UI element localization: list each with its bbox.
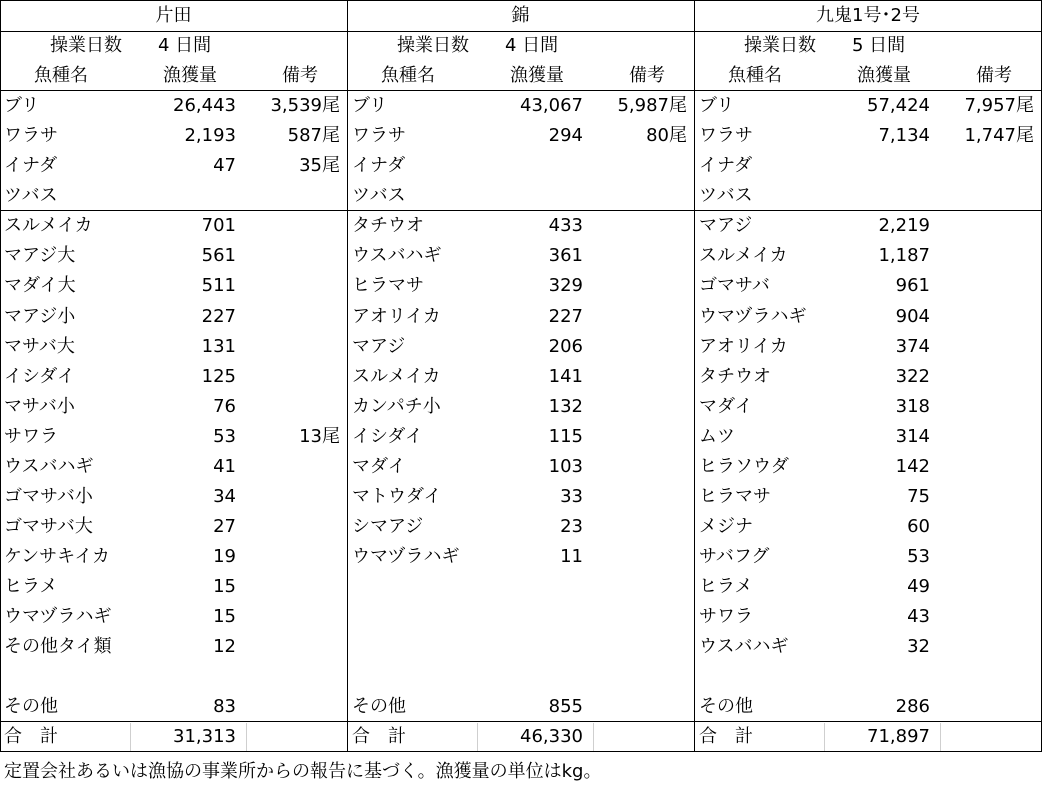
catch-value: 361: [548, 245, 583, 267]
catch-value: 322: [895, 365, 930, 387]
catch-value: 23: [560, 515, 583, 537]
remark-value: 13尾: [299, 425, 340, 447]
fish-name: メジナ: [699, 515, 753, 537]
fish-name: マサバ小: [4, 395, 75, 417]
remark-value: [934, 151, 1034, 181]
remark-value: 7,957尾: [964, 95, 1034, 117]
catch-value: 115: [548, 425, 583, 447]
fish-name: ツバス: [699, 185, 753, 207]
remark-value: [587, 602, 687, 632]
fish-name: イシダイ: [352, 425, 423, 447]
catch-value: 142: [895, 455, 930, 477]
catch-value: 131: [201, 335, 236, 357]
catch-header: 漁獲量: [857, 65, 911, 87]
remark-value: [240, 662, 340, 692]
remark-value: [240, 271, 340, 301]
days-label: 操業日数: [744, 35, 816, 57]
fish-name: タチウオ: [699, 365, 771, 387]
other-label: その他: [4, 696, 58, 718]
days-value: 4 日間: [158, 35, 212, 57]
remark-value: [587, 332, 687, 362]
total-value: 46,330: [520, 726, 583, 748]
catch-value: 60: [907, 515, 930, 537]
fish-name: スルメイカ: [4, 215, 93, 237]
catch-header: 漁獲量: [510, 65, 564, 87]
catch-value: 2,219: [878, 215, 930, 237]
days-label: 操業日数: [397, 35, 469, 57]
remark-value: 5,987尾: [617, 95, 687, 117]
remark-value: [240, 452, 340, 482]
footnote: 定置会社あるいは漁協の事業所からの報告に基づく。漁獲量の単位はkg。: [4, 761, 602, 782]
catch-value: 53: [907, 545, 930, 567]
species-header: 魚種名: [728, 65, 782, 87]
fish-name: サワラ: [699, 606, 753, 627]
total-label: 合 計: [4, 726, 58, 748]
other-value: 855: [548, 696, 583, 718]
fish-name: マアジ: [699, 215, 753, 237]
catch-value: 561: [201, 245, 236, 267]
fish-name: サワラ: [4, 425, 58, 447]
catch-value: 206: [548, 335, 583, 357]
species-header: 魚種名: [381, 65, 435, 87]
catch-value: [443, 181, 583, 211]
total-value: 71,897: [867, 726, 930, 748]
catch-value: 43,067: [520, 95, 583, 117]
remarks-header: 備考: [976, 65, 1012, 87]
remark-value: [934, 572, 1034, 602]
catch-value: [790, 662, 930, 692]
fish-name: ケンサキイカ: [4, 545, 110, 567]
total-cell-divider: [130, 723, 131, 751]
total-value: 31,313: [173, 726, 236, 748]
fish-name: ウマヅラハギ: [4, 606, 112, 627]
remark-value: [240, 181, 340, 211]
remarks-header: 備考: [282, 65, 318, 87]
remark-value: 35尾: [299, 155, 340, 177]
remark-value: [587, 241, 687, 271]
remark-value: [934, 241, 1034, 271]
catch-value: 433: [548, 215, 583, 237]
remark-value: [934, 482, 1034, 512]
fish-name: ワラサ: [4, 125, 58, 147]
fish-name: ウスバハギ: [352, 245, 442, 267]
total-cell-divider: [940, 723, 941, 751]
catch-value: 34: [213, 485, 236, 507]
fish-name: ヒラマサ: [699, 485, 771, 507]
days-value: 5 日間: [852, 35, 906, 57]
remark-value: [587, 632, 687, 662]
catch-value: 329: [548, 275, 583, 297]
fish-name: マサバ大: [4, 335, 75, 357]
remark-value: [934, 662, 1034, 692]
catch-value: 57,424: [867, 95, 930, 117]
section-title: 片田: [155, 5, 192, 26]
catch-value: [96, 662, 236, 692]
remark-value: [934, 542, 1034, 572]
other-label: その他: [699, 696, 753, 718]
catch-value: 32: [907, 636, 930, 658]
remark-value: [587, 542, 687, 572]
section-divider: [347, 0, 348, 752]
catch-value: 47: [213, 155, 236, 177]
remark-value: [934, 632, 1034, 662]
remark-value: [240, 602, 340, 632]
top-border: [0, 0, 1042, 1]
catch-value: 103: [548, 455, 583, 477]
catch-value: 227: [201, 305, 236, 327]
remark-value: [240, 211, 340, 241]
remark-value: [587, 362, 687, 392]
remarks-header: 備考: [629, 65, 665, 87]
fish-name: タチウオ: [352, 215, 424, 237]
catch-value: 27: [213, 515, 236, 537]
fish-name: マアジ小: [4, 305, 76, 327]
catch-value: 75: [907, 485, 930, 507]
fish-name: ツバス: [352, 185, 406, 207]
remark-value: [934, 512, 1034, 542]
remark-value: [240, 241, 340, 271]
catch-value: 15: [213, 575, 236, 597]
fish-name: スルメイカ: [699, 245, 788, 267]
catch-value: 15: [213, 606, 236, 627]
catch-value: [443, 151, 583, 181]
section-divider: [694, 0, 695, 752]
remark-value: [587, 211, 687, 241]
fish-name: ブリ: [352, 95, 388, 117]
remark-value: [587, 482, 687, 512]
remark-value: [934, 332, 1034, 362]
catch-value: 2,193: [184, 125, 236, 147]
fish-name: マアジ: [352, 335, 406, 357]
fish-name: ヒラマサ: [352, 275, 424, 297]
catch-value: 511: [201, 275, 236, 297]
catch-value: 1,187: [878, 245, 930, 267]
remark-value: 1,747尾: [964, 125, 1034, 147]
remark-value: [934, 452, 1034, 482]
total-cell-divider: [477, 723, 478, 751]
remark-value: [240, 572, 340, 602]
fish-name: イナダ: [4, 155, 58, 177]
remark-value: [240, 392, 340, 422]
fish-name: マダイ大: [4, 275, 76, 297]
catch-value: 33: [560, 485, 583, 507]
fish-name: ヒラメ: [699, 575, 753, 597]
fish-name: イナダ: [699, 155, 753, 177]
catch-value: 125: [201, 365, 236, 387]
group-rule: [0, 210, 1042, 211]
remark-value: [934, 422, 1034, 452]
remark-value: 80尾: [646, 125, 687, 147]
catch-value: 43: [907, 606, 930, 627]
total-cell-divider: [593, 723, 594, 751]
header-rule: [0, 31, 1042, 32]
fish-name: アオリイカ: [699, 335, 788, 357]
fish-name: ヒラソウダ: [699, 455, 789, 477]
remark-value: [240, 632, 340, 662]
catch-value: 132: [548, 395, 583, 417]
catch-value: 374: [895, 335, 930, 357]
fish-name: イナダ: [352, 155, 406, 177]
catch-value: 961: [895, 275, 930, 297]
fish-name: ムツ: [699, 425, 735, 447]
catch-value: 294: [548, 125, 583, 147]
remark-value: [587, 572, 687, 602]
fish-name: スルメイカ: [352, 365, 441, 387]
remark-value: [240, 332, 340, 362]
fish-name: ゴマサバ小: [4, 485, 93, 507]
fish-name: ワラサ: [699, 125, 753, 147]
catch-value: 701: [201, 215, 236, 237]
remark-value: [934, 392, 1034, 422]
fish-name: サバフグ: [699, 545, 770, 567]
catch-value: [443, 632, 583, 662]
fish-name: ゴマサバ大: [4, 515, 93, 537]
catch-value: [790, 151, 930, 181]
fish-name: ウスバハギ: [4, 455, 94, 477]
remark-value: [934, 211, 1034, 241]
total-cell-divider: [246, 723, 247, 751]
fish-name: ゴマサバ: [699, 275, 770, 297]
section-title: 錦: [511, 5, 530, 26]
left-border: [0, 0, 1, 752]
catch-value: 141: [548, 365, 583, 387]
fish-name: ウスバハギ: [699, 636, 789, 658]
remark-value: [587, 392, 687, 422]
catch-value: [443, 602, 583, 632]
catch-value: 26,443: [173, 95, 236, 117]
remark-value: [240, 482, 340, 512]
fish-name: マダイ: [352, 455, 406, 477]
catch-value: 7,134: [878, 125, 930, 147]
fish-name: シマアジ: [352, 515, 424, 537]
fish-name: その他タイ類: [4, 636, 112, 658]
remark-value: [587, 151, 687, 181]
catch-value: 12: [213, 636, 236, 658]
remark-value: [587, 662, 687, 692]
other-value: 286: [895, 696, 930, 718]
remark-value: [240, 512, 340, 542]
catch-value: [96, 181, 236, 211]
remark-value: [587, 452, 687, 482]
remark-value: [240, 542, 340, 572]
fish-name: イシダイ: [4, 365, 75, 387]
catch-value: 19: [213, 545, 236, 567]
catch-value: 41: [213, 455, 236, 477]
other-label: その他: [352, 696, 406, 718]
fish-name: マアジ大: [4, 245, 76, 267]
catch-value: 904: [895, 305, 930, 327]
fish-name: ツバス: [4, 185, 58, 207]
fish-name: カンパチ小: [352, 395, 441, 417]
remark-value: [587, 271, 687, 301]
remark-value: [240, 362, 340, 392]
species-header: 魚種名: [34, 65, 88, 87]
fish-name: マトウダイ: [352, 485, 442, 507]
catch-value: 76: [213, 395, 236, 417]
remark-value: [934, 362, 1034, 392]
remark-value: [934, 181, 1034, 211]
catch-value: [443, 662, 583, 692]
remark-value: [587, 512, 687, 542]
remark-value: 587尾: [287, 125, 340, 147]
total-cell-divider: [824, 723, 825, 751]
catch-value: 49: [907, 575, 930, 597]
fish-name: ワラサ: [352, 125, 406, 147]
remark-value: [934, 271, 1034, 301]
fish-name: アオリイカ: [352, 305, 441, 327]
catch-value: 314: [895, 425, 930, 447]
remark-value: 3,539尾: [270, 95, 340, 117]
days-value: 4 日間: [505, 35, 559, 57]
fish-name: ブリ: [699, 95, 735, 117]
fish-name: ヒラメ: [4, 575, 58, 597]
total-bottom-rule: [0, 751, 1042, 752]
catch-value: 227: [548, 305, 583, 327]
total-label: 合 計: [352, 726, 406, 748]
total-top-rule: [0, 721, 1042, 722]
catch-value: [443, 572, 583, 602]
remark-value: [587, 302, 687, 332]
remark-value: [587, 422, 687, 452]
other-value: 83: [213, 696, 236, 718]
catch-value: [790, 181, 930, 211]
fish-name: ウマヅラハギ: [352, 545, 460, 567]
catch-header: 漁獲量: [163, 65, 217, 87]
fish-name: マダイ: [699, 395, 753, 417]
catch-value: 53: [213, 425, 236, 447]
remark-value: [587, 181, 687, 211]
days-label: 操業日数: [50, 35, 122, 57]
total-label: 合 計: [699, 726, 753, 748]
remark-value: [934, 302, 1034, 332]
header-bottom-rule: [0, 90, 1042, 91]
catch-value: 318: [895, 395, 930, 417]
fish-name: ウマヅラハギ: [699, 305, 807, 327]
section-title: 九鬼1号･2号: [816, 5, 920, 26]
catch-value: 11: [560, 545, 583, 567]
fish-name: ブリ: [4, 95, 40, 117]
remark-value: [934, 602, 1034, 632]
remark-value: [240, 302, 340, 332]
